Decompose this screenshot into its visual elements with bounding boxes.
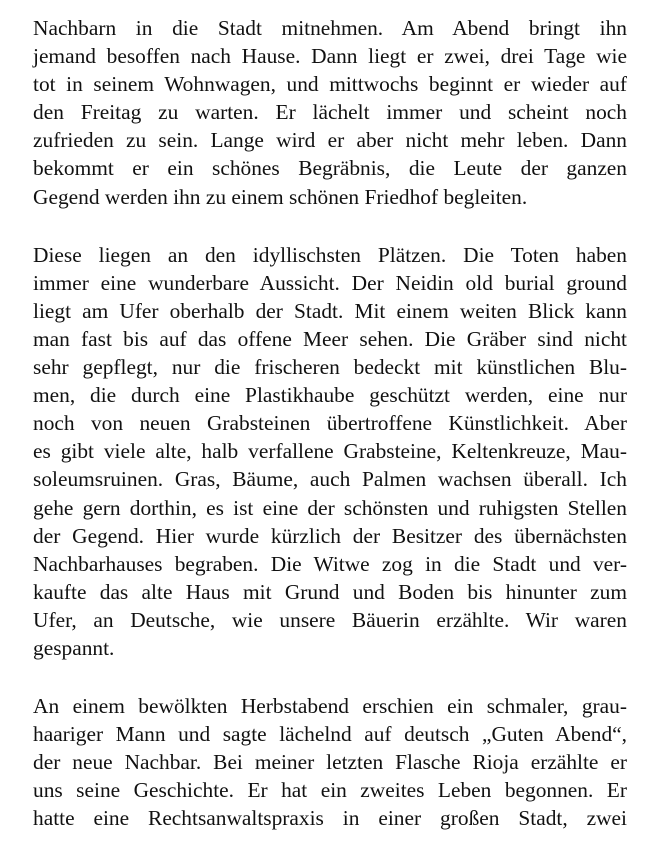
text-line: man fast bis auf das offene Meer sehen. Die Gräber sind nicht <box>33 326 627 351</box>
text-line: immer eine wunderbare Aussicht. Der Neidin old burial ground <box>33 270 627 295</box>
text-line: noch von neuen Grabsteinen übertroffene Künstlichkeit. Aber <box>33 411 627 436</box>
paragraph-3 <box>33 692 627 832</box>
text-line: soleumsruinen. Gras, Bäume, auch Palmen wachsen überall. Ich <box>33 467 627 492</box>
text-line: es gibt viele alte, halb verfallene Grabsteine, Keltenkreuze, Mau- <box>33 439 627 464</box>
text-line: der neue Nachbar. Bei meiner letzten Flasche Rioja erzählte er <box>33 750 627 775</box>
text-line: gehe gern dorthin, es ist eine der schönsten und ruhigsten Stellen <box>33 495 627 520</box>
text-line: Diese liegen an den idyllischsten Plätzen. Die Toten haben <box>33 242 627 267</box>
text-line: Gegend werden ihn zu einem schönen Friedhof begleiten. <box>33 184 528 209</box>
text-line: uns seine Geschichte. Er hat ein zweites Leben begonnen. Er <box>33 778 627 803</box>
document-page <box>33 14 627 833</box>
text-line: tot in seinem Wohnwagen, und mittwochs beginnt er wieder auf <box>33 72 627 97</box>
text-line: haariger Mann und sagte lächelnd auf deutsch „Guten Abend“, <box>33 722 627 747</box>
text-line: Nachbarhauses begraben. Die Witwe zog in die Stadt und ver- <box>33 551 627 576</box>
text-line: men, die durch eine Plastikhaube geschützt werden, eine nur <box>33 383 627 408</box>
text-line: zufrieden zu sein. Lange wird er aber nicht mehr leben. Dann <box>33 128 627 153</box>
text-line: bekommt er ein schönes Begräbnis, die Leute der ganzen <box>33 156 627 181</box>
text-line: An einem bewölkten Herbstabend erschien ein schmaler, grau- <box>33 694 627 719</box>
text-line: jemand besoffen nach Hause. Dann liegt er zwei, drei Tage wie <box>33 44 627 69</box>
text-line: den Freitag zu warten. Er lächelt immer und scheint noch <box>33 100 627 125</box>
paragraph-1 <box>33 14 627 211</box>
text-line: kaufte das alte Haus mit Grund und Boden bis hinunter zum <box>33 579 627 604</box>
text-line: sehr gepflegt, nur die frischeren bedeckt mit künstlichen Blu- <box>33 355 627 380</box>
paragraph-2 <box>33 241 627 662</box>
text-line: hatte eine Rechtsanwaltspraxis in einer großen Stadt, zwei <box>33 806 627 831</box>
text-line: gespannt. <box>33 635 115 660</box>
text-line: Ufer, an Deutsche, wie unsere Bäuerin erzählte. Wir waren <box>33 607 627 632</box>
text-line: Nachbarn in die Stadt mitnehmen. Am Abend bringt ihn <box>33 16 627 40</box>
text-line: liegt am Ufer oberhalb der Stadt. Mit einem weiten Blick kann <box>33 298 627 323</box>
text-line: der Gegend. Hier wurde kürzlich der Besitzer des übernächsten <box>33 523 627 548</box>
